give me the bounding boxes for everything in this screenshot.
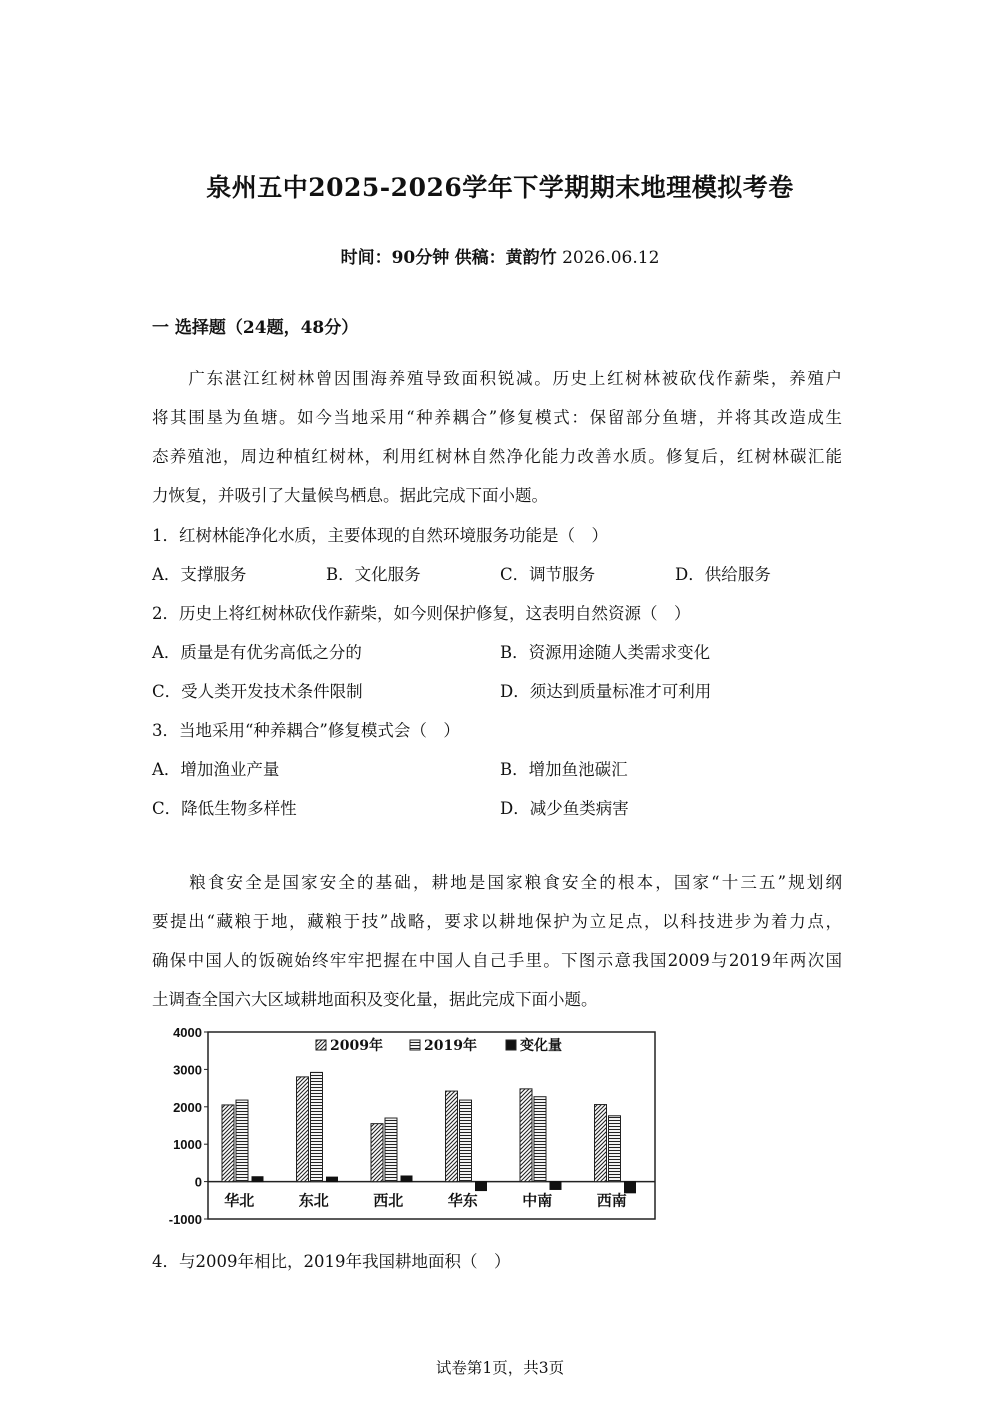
passage-line: 确保中国人的饭碗始终牢牢把握在中国人自己手里。下图示意我国2009与2019年两次国 [152,951,842,970]
q3-option-a[interactable]: A．增加渔业产量 [152,760,280,779]
q2-option-b[interactable]: B．资源用途随人类需求变化 [500,643,711,662]
question-4-stem: 4．与2009年相比，2019年我国耕地面积（ ） [152,1252,511,1271]
exam-title: 泉州五中2025-2026学年下学期期末地理模拟考卷 [206,173,794,202]
legend-label: 2009年 [330,1038,383,1054]
bar-2019年-中南 [534,1097,546,1182]
q3-option-c[interactable]: C．降低生物多样性 [152,799,297,818]
x-category-label: 东北 [298,1191,329,1210]
bar-2019年-东北 [311,1072,323,1181]
legend-swatch-2009年 [316,1040,326,1050]
q1-option-d[interactable]: D．供给服务 [675,565,771,584]
passage-line: 力恢复，并吸引了大量候鸟栖息。据此完成下面小题。 [152,486,548,505]
q2-option-c[interactable]: C．受人类开发技术条件限制 [152,682,363,701]
exam-meta [0,243,1000,268]
question-3-stem: 3．当地采用“种养耦合”修复模式会（ ） [152,721,460,740]
chart-svg [158,1020,663,1228]
x-category-label: 华北 [224,1191,255,1210]
legend-label: 2019年 [424,1038,477,1054]
farmland-bar-chart [158,1020,663,1228]
bar-2009年-东北 [297,1077,309,1182]
x-category-label: 中南 [522,1191,553,1210]
legend-label: 变化量 [520,1038,562,1054]
q1-option-b[interactable]: B．文化服务 [326,565,421,584]
bar-2009年-中南 [520,1089,532,1182]
bar-2009年-西南 [595,1105,607,1182]
bar-2019年-西北 [385,1118,397,1182]
x-category-label: 西北 [373,1191,404,1210]
bar-2009年-华北 [222,1105,234,1182]
plot-frame [208,1032,655,1219]
legend-swatch-2019年 [410,1040,420,1050]
passage-line: 粮食安全是国家安全的基础，耕地是国家粮食安全的根本，国家“十三五”规划纲 [152,873,842,892]
legend-swatch-变化量 [506,1040,516,1050]
question-2-stem: 2．历史上将红树林砍伐作薪柴，如今则保护修复，这表明自然资源（ ） [152,604,691,623]
bar-2009年-华东 [446,1091,458,1182]
passage-line: 土调查全国六大区域耕地面积及变化量，据此完成下面小题。 [152,990,598,1009]
q2-option-d[interactable]: D．须达到质量标准才可利用 [500,682,712,701]
bar-变化量-西北 [401,1176,412,1182]
y-tick-label: 0 [194,1174,202,1190]
bar-变化量-东北 [327,1177,338,1181]
page-footer: 试卷第1页，共3页 [435,1359,565,1377]
y-tick-label: 4000 [173,1025,202,1040]
q1-option-a[interactable]: A．支撑服务 [152,565,247,584]
time-label: 时间：90分钟 [340,248,450,268]
bar-2019年-华北 [236,1100,248,1182]
exam-date: 2026.06.12 [562,248,660,268]
passage-farmland [152,863,842,1019]
q3-option-b[interactable]: B．增加鱼池碳汇 [500,760,628,779]
x-category-label: 华东 [447,1191,478,1210]
passage-line: 将其围垦为鱼塘。如今当地采用“种养耦合”修复模式：保留部分鱼塘，并将其改造成生 [152,408,842,427]
bar-变化量-华东 [476,1182,487,1191]
section-heading: 一 选择题（24题，48分） [152,318,359,338]
bar-2009年-西北 [371,1124,383,1182]
y-tick-label: 2000 [173,1099,202,1115]
y-tick-label: 3000 [173,1062,202,1078]
passage-line: 要提出“藏粮于地，藏粮于技”战略，要求以耕地保护为立足点，以科技进步为着力点， [152,912,842,931]
bar-变化量-中南 [550,1182,561,1190]
q3-option-d[interactable]: D．减少鱼类病害 [500,799,629,818]
author-label: 供稿：黄韵竹 [454,248,557,268]
passage-line: 态养殖池，周边种植红树林，利用红树林自然净化能力改善水质。修复后，红树林碳汇能 [152,447,842,466]
y-tick-label: -1000 [168,1212,202,1227]
passage-line: 广东湛江红树林曾因围海养殖导致面积锐减。历史上红树林被砍伐作薪柴，养殖户 [152,369,842,388]
bar-2019年-华东 [460,1100,472,1182]
x-category-label: 西南 [596,1191,627,1210]
y-tick-label: 1000 [173,1137,202,1153]
q2-option-a[interactable]: A．质量是有优劣高低之分的 [152,643,362,662]
question-1-stem: 1．红树林能净化水质，主要体现的自然环境服务功能是（ ） [152,526,608,545]
q1-option-c[interactable]: C．调节服务 [500,565,596,584]
passage-mangrove [152,359,842,515]
bar-2019年-西南 [609,1116,621,1182]
bar-变化量-华北 [252,1177,263,1182]
